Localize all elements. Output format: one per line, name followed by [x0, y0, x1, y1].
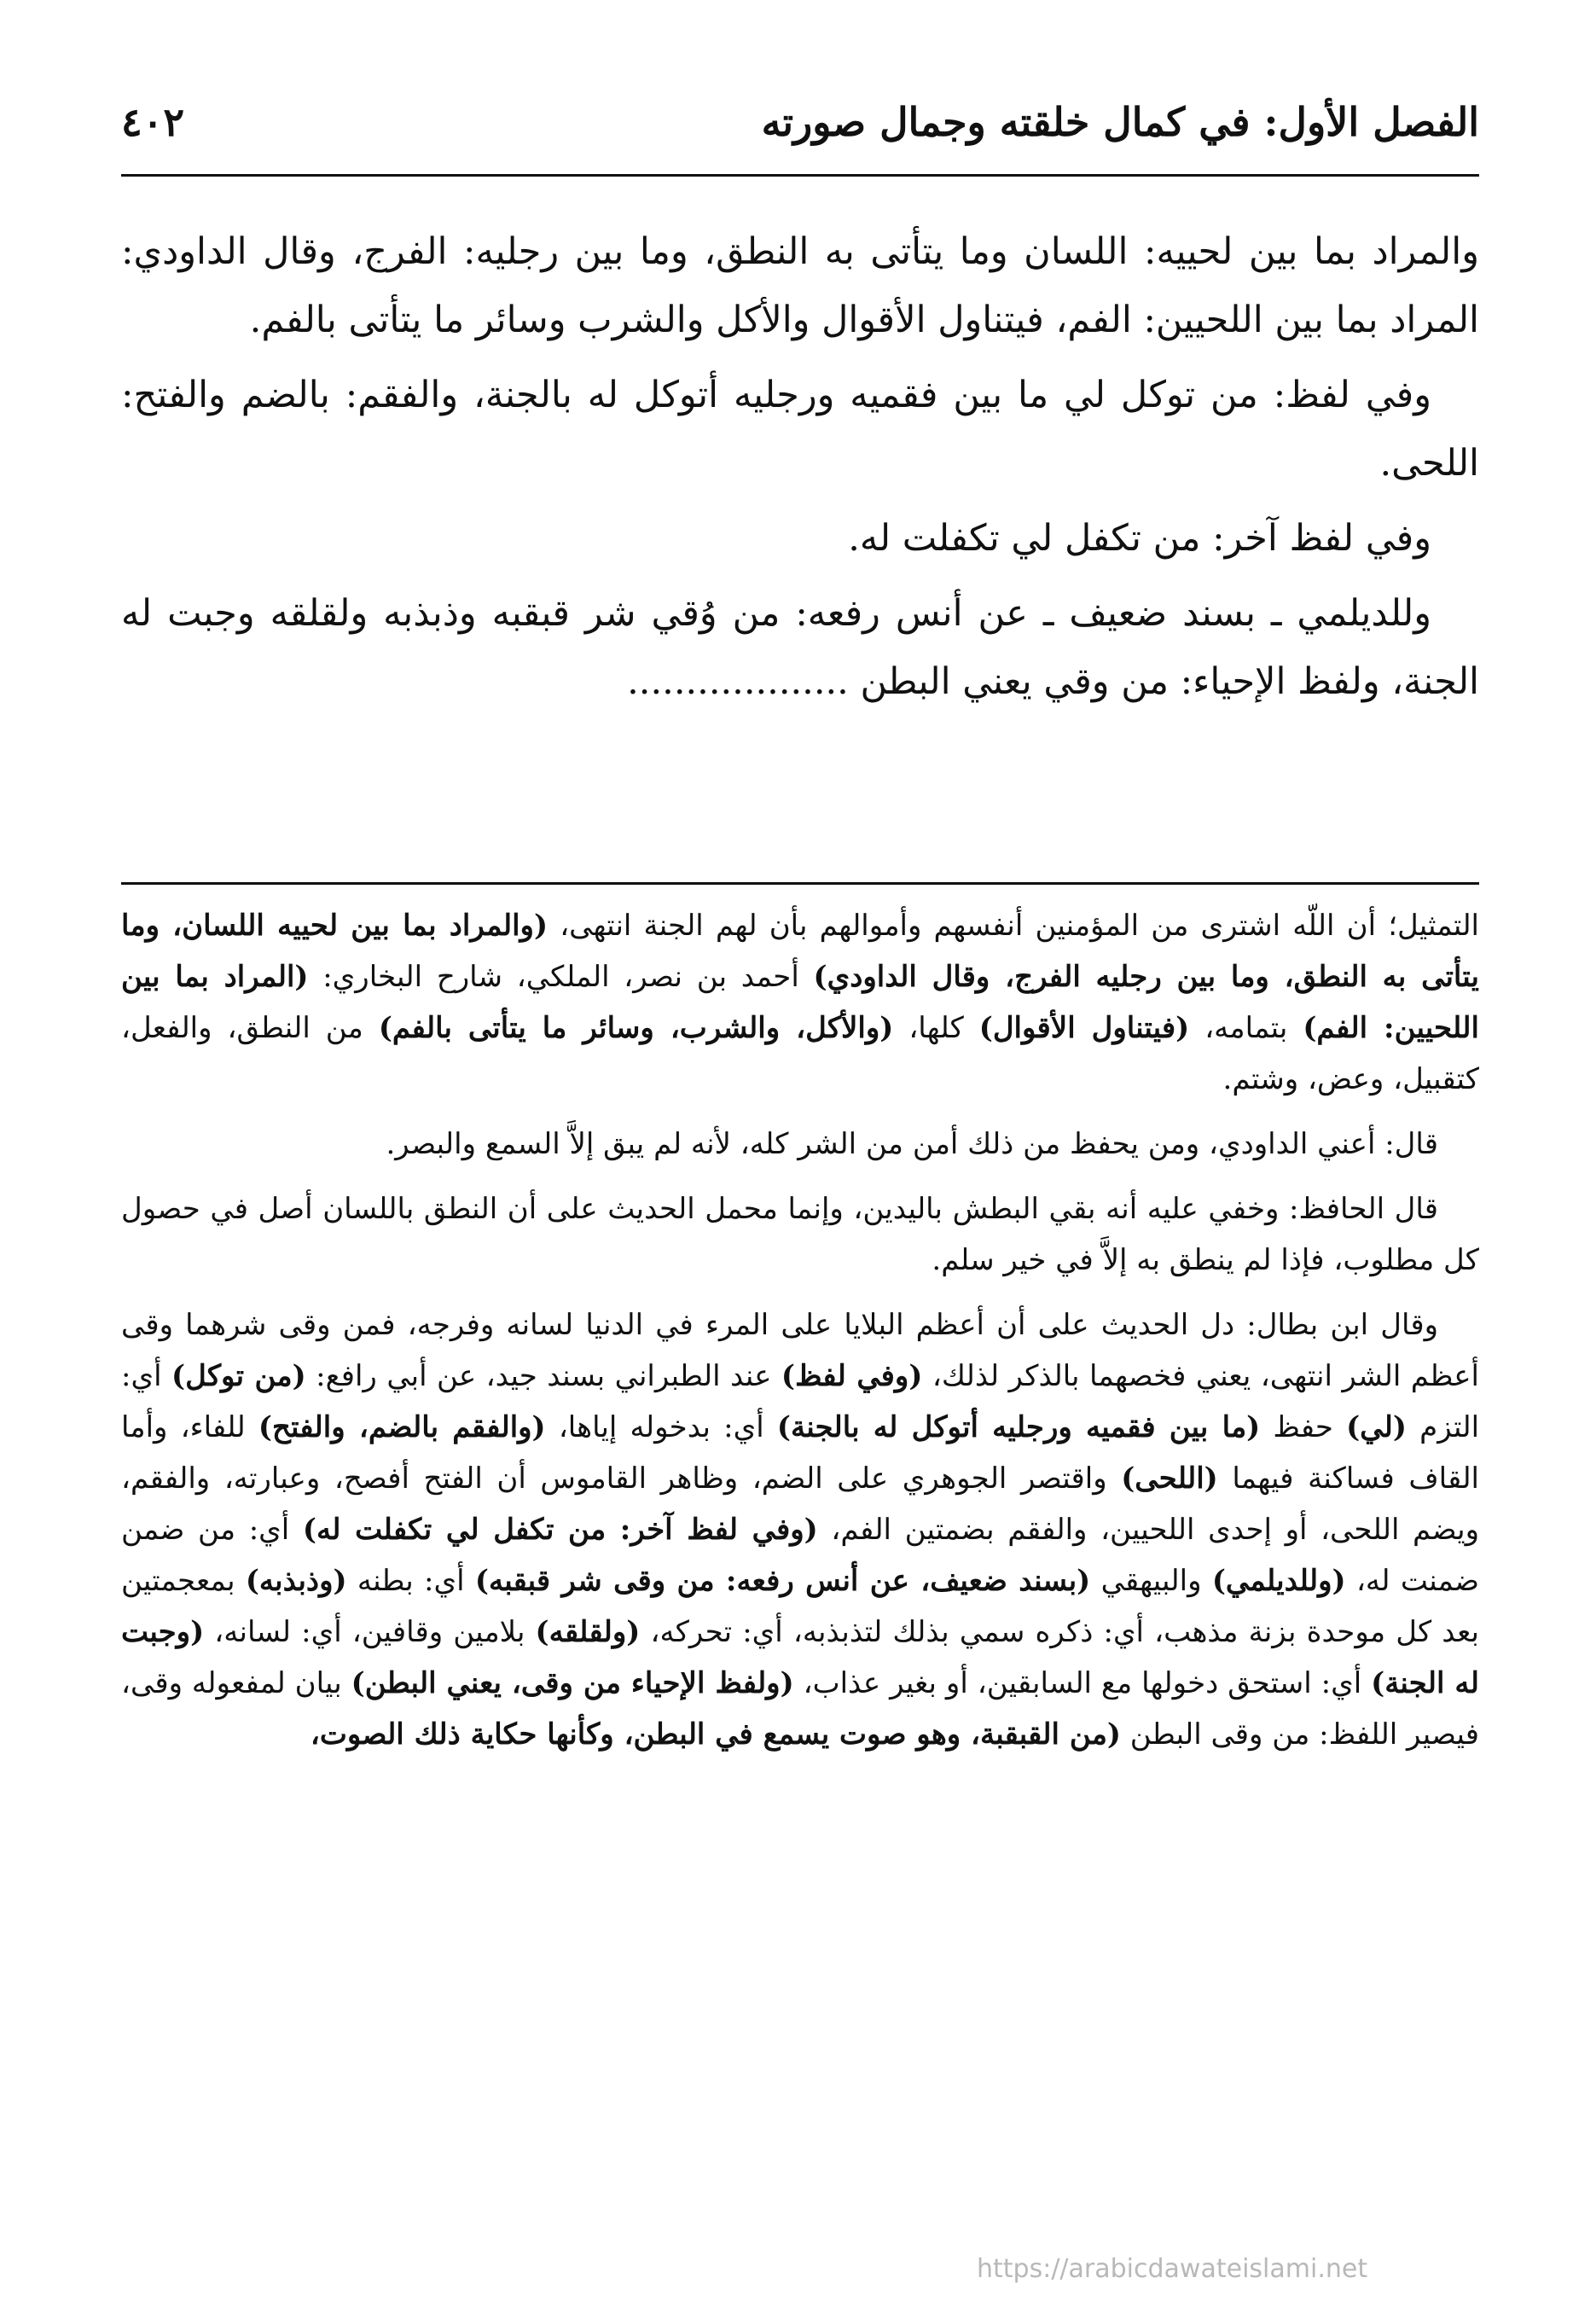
commentary-quote: (وجبت له الجنة) — [121, 1615, 1479, 1700]
commentary-text-run: وقال ابن بطال: دل الحديث على أن أعظم البلايا على المرء في الدنيا لسانه وفرجه، فمن وقى شرهما وقى أعظم الشر انتهى، يعني فخصهما بالذكر لذلك، — [121, 1308, 1479, 1393]
commentary-quote: (وفي لفظ آخر: من تكفل لي تكفلت له) — [302, 1513, 818, 1547]
main-paragraph: وفي لفظ آخر: من تكفل لي تكفلت له. — [848, 517, 1431, 560]
commentary-quote: (من القبقبة، وهو صوت يسمع في البطن، وكأنها حكاية ذلك الصوت، — [310, 1717, 1121, 1752]
commentary-paragraph: قال: أعني الداودي، ومن يحفظ من ذلك أمن من الشر كله، لأنه لم يبق إلاَّ السمع والبصر. — [386, 1127, 1438, 1161]
commentary-quote: (من توكل) — [171, 1359, 306, 1393]
main-text — [121, 218, 1479, 723]
continuation-dots: ................... — [627, 660, 849, 703]
commentary-quote: (والأكل، والشرب، وسائر ما يتأتى بالفم) — [378, 1011, 894, 1045]
commentary-text-run: عند الطبراني بسند جيد، عن أبي رافع: — [305, 1359, 781, 1393]
commentary-text-run: أي: بطنه — [346, 1564, 475, 1598]
commentary-quote: (والمراد بما بين لحييه اللسان، وما يتأتى به النطق، وما بين رجليه الفرج، وقال الداودي) — [121, 909, 1479, 994]
commentary-quote: (ولفظ الإحياء من وقى، يعني البطن) — [351, 1666, 794, 1700]
commentary-paragraph — [121, 1299, 1479, 1760]
commentary-quote: (فيتناول الأقوال) — [978, 1011, 1190, 1045]
commentary-quote: (وللديلمي) — [1211, 1564, 1346, 1598]
commentary-paragraph — [121, 900, 1479, 1105]
commentary-text-run: بلامين وقافين، أي: لسانه، — [204, 1615, 536, 1649]
page-number: ٤٠٢ — [121, 99, 185, 145]
chapter-title: الفصل الأول: في كمال خلقته وجمال صورته — [761, 99, 1479, 145]
book-page — [121, 0, 1479, 2324]
commentary-text-run: من النطق، والفعل، كتقبيل، وعض، وشتم. — [121, 1011, 1479, 1096]
commentary-text-run: والبيهقي — [1090, 1564, 1212, 1598]
commentary-quote: (لي) — [1346, 1410, 1407, 1444]
commentary-text-run: أي: استحق دخولها مع السابقين، أو بغير عذاب، — [793, 1666, 1372, 1700]
commentary-quote: (ما بين فقميه ورجليه أتوكل له بالجنة) — [776, 1410, 1261, 1444]
commentary-text — [121, 900, 1479, 1774]
main-paragraph: والمراد بما بين لحييه: اللسان وما يتأتى به النطق، وما بين رجليه: الفرج، وقال الداودي: المراد بما بين اللحيين: الفم، فيتناول الأقوال والأكل والشرب وسائر ما يتأتى بالفم. — [121, 230, 1479, 341]
commentary-text-run: بيان لمفعوله وقى، فيصير اللفظ: من وقى البطن — [121, 1666, 1479, 1752]
commentary-text-run: للفاء، وأما القاف فساكنة فيهما — [121, 1410, 1479, 1496]
commentary-text-run: واقتصر الجوهري على الضم، وظاهر القاموس أن الفتح أفصح، وعبارته، والفقم، ويضم اللحى، أو إحدى اللحيين، والفقم بضمتين الفم، — [121, 1461, 1480, 1547]
commentary-quote: (وفي لفظ) — [781, 1359, 923, 1393]
main-paragraph: وفي لفظ: من توكل لي ما بين فقميه ورجليه أتوكل له بالجنة، والفقم: بالضم والفتح: اللحى. — [121, 374, 1479, 485]
commentary-text-run: التمثيل؛ أن اللّه اشترى من المؤمنين أنفسهم وأموالهم بأن لهم الجنة انتهى، — [548, 909, 1479, 943]
main-paragraph — [121, 579, 1479, 716]
watermark-url: https://arabicdawateislami.net — [977, 2254, 1368, 2284]
commentary-quote: (والفقم بالضم، والفتح) — [258, 1410, 546, 1444]
commentary-quote: (المراد بما بين اللحيين: الفم) — [121, 960, 1479, 1045]
commentary-quote: (وذبذبه) — [245, 1564, 347, 1598]
commentary-text-run: حفظ — [1260, 1410, 1347, 1444]
commentary-text-run: بتمامه، — [1189, 1011, 1303, 1045]
commentary-text-run: أي: التزم — [121, 1359, 1480, 1444]
commentary-paragraph: قال الحافظ: وخفي عليه أنه بقي البطش باليدين، وإنما محمل الحديث على أن النطق باللسان أصل في حصول كل مطلوب، فإذا لم ينطق به إلاَّ في خير سلم. — [121, 1192, 1479, 1277]
commentary-divider — [121, 882, 1479, 885]
commentary-quote: (بسند ضعيف، عن أنس رفعه: من وقى شر قبقبه) — [474, 1564, 1091, 1598]
commentary-text-run: أي: بدخوله إياها، — [545, 1410, 777, 1444]
commentary-text-run: أي: من ضمن ضمنت له، — [121, 1513, 1479, 1598]
header-divider — [121, 174, 1479, 177]
commentary-quote: (اللحى) — [1121, 1461, 1218, 1496]
commentary-quote: (ولقلقه) — [535, 1615, 641, 1649]
commentary-text-run: كلها، — [893, 1011, 979, 1045]
main-paragraph-text: وللديلمي ـ بسند ضعيف ـ عن أنس رفعه: من وُقي شر قبقبه وذبذبه ولقلقه وجبت له الجنة، ولفظ الإحياء: من وقي يعني البطن — [121, 592, 1479, 703]
page-header — [121, 92, 1479, 169]
commentary-text-run: أحمد بن نصر، الملكي، شارح البخاري: — [308, 960, 814, 994]
commentary-text-run: بمعجمتين بعد كل موحدة بزنة مذهب، أي: ذكره سمي بذلك لتذبذبه، أي: تحركه، — [121, 1564, 1479, 1649]
